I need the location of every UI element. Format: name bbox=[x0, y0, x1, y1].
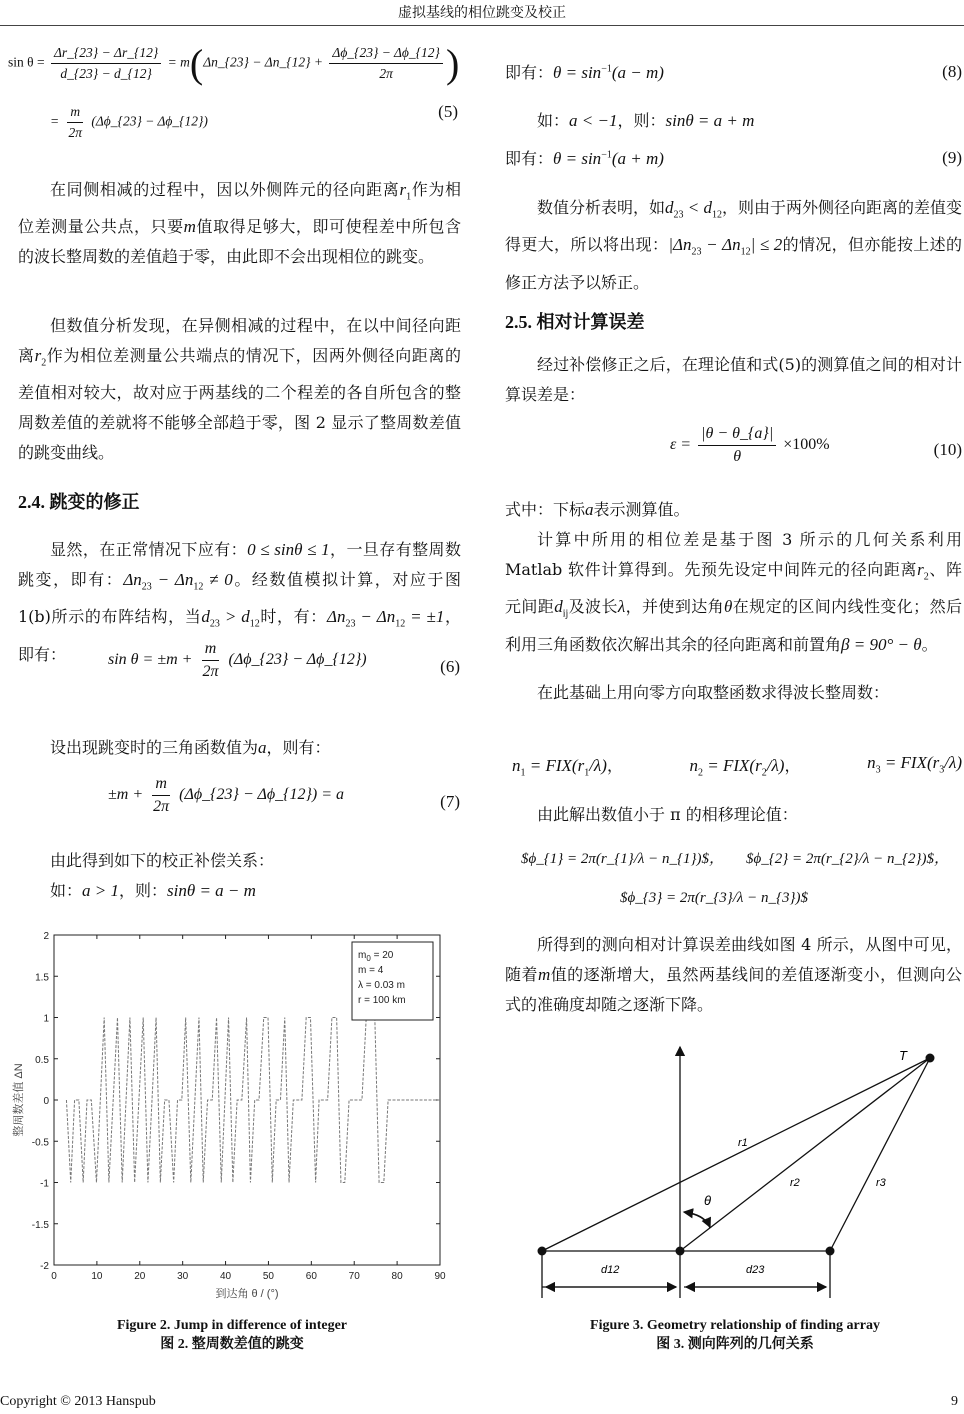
inline-math: sinθ = a + m bbox=[665, 111, 755, 130]
eq7-lhs: ±m + bbox=[108, 786, 144, 804]
inline-math: θ bbox=[724, 597, 733, 617]
y-tick-label: 1 bbox=[43, 1013, 49, 1025]
equation-7 bbox=[18, 775, 460, 835]
paragraph: 计算中所用的相位差是基于图 3 所示的几何关系利用 Matlab 软件计算得到。先预先设定中间阵元的径向距离$r_2$、阵元间距$d_{ij}$及波长λ，并使到达角θ在规定的区间内线性变化；然后利用三角函数依次解出其余的径向距离和前置角β = 90° − θ。 bbox=[505, 530, 962, 654]
x-axis-label: 到达角 θ / (°) bbox=[215, 1288, 279, 1300]
x-tick-label: 10 bbox=[91, 1271, 103, 1282]
theta-arc-back bbox=[690, 1213, 710, 1227]
legend-entry: $m_0 = 20$ bbox=[358, 950, 394, 963]
inline-math: a bbox=[585, 500, 594, 519]
inline-math: a bbox=[258, 738, 267, 757]
eq5-frac1-den: d_{23} − d_{12} bbox=[60, 66, 152, 81]
inline-math: m bbox=[183, 217, 196, 237]
label-d23: d23 bbox=[746, 1264, 765, 1276]
y-tick-label: -0.5 bbox=[31, 1137, 49, 1149]
inline-math: m bbox=[537, 965, 551, 984]
element-1-dot bbox=[538, 1247, 547, 1256]
eq7-number: (7) bbox=[440, 792, 460, 811]
inline-math: $\theta = \sin^{-1}(a + m)$ bbox=[553, 149, 664, 168]
label-r3: r3 bbox=[876, 1177, 886, 1189]
eq5-number: (5) bbox=[438, 102, 458, 121]
x-tick-label: 20 bbox=[134, 1271, 146, 1282]
formula-phi2: $ϕ_{2} = 2π(r_{2}/λ − n_{2})$， bbox=[745, 851, 949, 867]
running-header: 虚拟基线的相位跳变及校正 bbox=[398, 5, 566, 21]
inline-math: $d_{23} > d_{12}$ bbox=[201, 607, 260, 630]
inline-math: λ bbox=[617, 597, 626, 617]
paragraph: 如：a > 1，则：sinθ = a − m bbox=[50, 881, 256, 900]
figure-2-chart bbox=[0, 920, 480, 1310]
label-theta: θ bbox=[704, 1193, 712, 1208]
eq7-den: 2π bbox=[153, 798, 170, 815]
eq10-lhs: ε = bbox=[670, 436, 692, 454]
eq5-lhs: sin θ = bbox=[8, 54, 45, 70]
paragraph: 由此得到如下的校正补偿关系： bbox=[50, 851, 275, 870]
equation-6 bbox=[18, 640, 460, 700]
eq8-text: 即有：$\theta = \sin^{-1}(a - m)$ bbox=[505, 63, 664, 82]
eq5-frac2-num: Δϕ_{23} − Δϕ_{12} bbox=[329, 45, 443, 64]
eq10-den: θ bbox=[733, 448, 742, 465]
inline-math: $|\Delta n_{23} - \Delta n_{12}| \le 2$ bbox=[668, 235, 783, 258]
paragraph: 由此解出数值小于 π 的相移理论值： bbox=[537, 805, 798, 824]
formula-n2: $n_2 = FIX(r_2/\lambda)$， bbox=[689, 756, 801, 779]
legend-entry: m = 4 bbox=[358, 965, 384, 976]
inline-math: $d_{23} < d_{12}$ bbox=[665, 198, 722, 221]
label-T: T bbox=[899, 1048, 907, 1063]
line-r3 bbox=[830, 1058, 930, 1251]
formula-phi3 bbox=[620, 887, 808, 907]
page-number: 9 bbox=[951, 1394, 958, 1409]
header-rule bbox=[0, 25, 964, 26]
y-tick-label: -2 bbox=[40, 1261, 49, 1272]
y-tick-label: -1.5 bbox=[31, 1219, 49, 1231]
x-tick-label: 70 bbox=[348, 1271, 360, 1282]
equation-8 bbox=[505, 60, 962, 83]
y-tick-label: 0 bbox=[43, 1096, 49, 1107]
equation-9 bbox=[505, 146, 962, 169]
paragraph: 设出现跳变时的三角函数值为a，则有： bbox=[50, 738, 331, 757]
eq6-den: 2π bbox=[202, 663, 219, 680]
inline-math: $d_{ij}$ bbox=[554, 597, 569, 620]
paragraph: 经过补偿修正之后，在理论值和式(5)的测算值之间的相对计算误差是： bbox=[505, 355, 962, 404]
paragraph: 在此基础上用向零方向取整函数求得波长整周数： bbox=[537, 683, 890, 702]
figure-3-diagram bbox=[500, 1030, 964, 1305]
x-tick-label: 90 bbox=[434, 1271, 446, 1282]
eq6-rest: (Δϕ_{23} − Δϕ_{12}) bbox=[228, 651, 367, 669]
x-tick-label: 0 bbox=[51, 1271, 57, 1282]
eq6-number: (6) bbox=[440, 657, 460, 676]
y-axis-label: 整周数差值 ΔN bbox=[13, 1063, 25, 1137]
copyright: Copyright © 2013 Hanspub bbox=[0, 1394, 156, 1409]
figure-3-caption-en: Figure 3. Geometry relationship of finding array bbox=[590, 1318, 880, 1333]
y-tick-label: 2 bbox=[43, 931, 49, 942]
formula-n3 bbox=[867, 753, 962, 778]
inline-math: $\Delta n_{23} - \Delta n_{12} \ne 0$ bbox=[123, 570, 233, 593]
label-r1: r1 bbox=[738, 1137, 748, 1149]
eq5-line2: (Δϕ_{23} − Δϕ_{12}) bbox=[91, 113, 208, 129]
inline-math: 0 ≤ sinθ ≤ 1 bbox=[247, 540, 330, 559]
legend-entry: r = 100 km bbox=[358, 995, 406, 1006]
line-r1 bbox=[542, 1058, 930, 1251]
element-2-dot bbox=[676, 1247, 685, 1256]
figure-2-caption-en: Figure 2. Jump in difference of integer bbox=[116, 1318, 348, 1333]
inline-math: β = 90° − θ bbox=[841, 634, 922, 654]
element-3-dot bbox=[826, 1247, 835, 1256]
paragraph: 但数值分析发现，在异侧相减的过程中，在以中间径向距离$r_2$作为相位差测量公共端点的情况下，因两外侧径向距离的差值相对较大，故对应于两基线的二个程差的各自所包含的整周数差值的差就将不能够全部趋于零，图 2 显示了整周数差值的跳变曲线。 bbox=[18, 316, 461, 463]
inline-math: a < −1 bbox=[569, 111, 618, 130]
x-tick-label: 40 bbox=[219, 1271, 232, 1282]
x-tick-label: 50 bbox=[262, 1271, 275, 1282]
eq5-paren: Δn_{23} − Δn_{12} + bbox=[203, 54, 324, 70]
paragraph: 数值分析表明，如$d_{23} < d_{12}$，则由于两外侧径向距离的差值变得更大，所以将出现：$|\Delta n_{23} - \Delta n_{12}| \le 2$的情况，但亦能按上述的修正方法予以矫正。 bbox=[505, 198, 963, 292]
paragraph: 所得到的测向相对计算误差曲线如图 4 所示，从图中可见，随着m值的逐渐增大，虽然两基线间的差值逐渐变小，但测向公式的准确度却随之逐渐下降。 bbox=[505, 935, 962, 1014]
label-r2: r2 bbox=[790, 1177, 800, 1189]
paragraph: 如：a < −1，则：sinθ = a + m bbox=[537, 111, 755, 130]
x-tick-label: 60 bbox=[305, 1271, 317, 1282]
fix-formulas bbox=[512, 753, 962, 778]
eq5-eq: = bbox=[50, 113, 60, 129]
eq9-text: 即有：$\theta = \sin^{-1}(a + m)$ bbox=[505, 149, 664, 168]
inline-math: $\theta = \sin^{-1}(a - m)$ bbox=[553, 63, 664, 82]
line-r2 bbox=[680, 1058, 930, 1251]
eq10-num: |θ − θ_{a}| bbox=[698, 425, 776, 446]
eq8-number: (8) bbox=[942, 62, 962, 81]
x-tick-label: 30 bbox=[177, 1271, 189, 1282]
target-dot bbox=[926, 1054, 935, 1063]
section-heading-2-5: 2.5. 相对计算误差 bbox=[505, 312, 645, 332]
paragraph: 显然，在正常情况下应有：0 ≤ sinθ ≤ 1，一旦存有整周数跳变，即有：$\Delta n_{23} - \Delta n_{12} \ne 0$。经数值模拟计算，对应于图 1(b)所示的布阵结构，当$d_{23} > d_{12}$时，有：$\Delta n_{23} - \Delta n_{12} = \pm 1$，即有： bbox=[18, 540, 461, 664]
series-line-delta-n bbox=[66, 1018, 440, 1183]
equation-5: sin θ = $\frac{\Delta r\_\{23\} - \Delta r\_\{12\}}{d\_\{23\} - d\_\{12\}}$ = m(Δn_{23} − Δn_{12} + $\frac{\Delta\phi\_\{23\} - \Delta\phi\_\{12\}}{2\pi}$ ) = $\frac{m}{2\pi}$ (Δϕ_{23} − Δϕ_{12}) (5) bbox=[8, 41, 460, 140]
legend-entry: λ = 0.03 m bbox=[358, 980, 405, 991]
y-tick-label: 0.5 bbox=[35, 1054, 49, 1066]
eq9-number: (9) bbox=[942, 148, 962, 167]
eq10-rest: ×100% bbox=[783, 436, 830, 454]
eq6-num: m bbox=[202, 640, 220, 661]
eq6-lhs: sin θ = ±m + bbox=[108, 651, 193, 669]
inline-math: $n_2 = FIX(r_2/\lambda)$ bbox=[689, 756, 785, 779]
inline-math: $n_3 = FIX(r_3/\lambda)$ bbox=[867, 753, 962, 776]
eq7-num: m bbox=[152, 775, 170, 796]
x-tick-label: 80 bbox=[391, 1271, 403, 1282]
eq7-rest: (Δϕ_{23} − Δϕ_{12}) = a bbox=[179, 786, 345, 804]
eq10-number: (10) bbox=[933, 440, 962, 459]
formula-phi3-text: $ϕ_{3} = 2π(r_{3}/λ − n_{3})$ bbox=[620, 890, 809, 906]
formula-n1: $n_1 = FIX(r_1/\lambda)$， bbox=[512, 756, 623, 779]
equation-10 bbox=[505, 425, 962, 480]
label-d12: d12 bbox=[601, 1264, 620, 1276]
eq5-frac3-den: 2π bbox=[68, 125, 83, 140]
figure-2-caption-zh: 图 2. 整周数差值的跳变 bbox=[160, 1337, 304, 1352]
inline-math: a > 1 bbox=[82, 881, 119, 900]
formula-phi1: $ϕ_{1} = 2π(r_{1}/λ − n_{1})$， bbox=[520, 851, 724, 867]
y-tick-label: -1 bbox=[40, 1178, 49, 1190]
eq5-mid: = m bbox=[167, 54, 190, 70]
inline-math: $r_1$ bbox=[399, 180, 412, 203]
inline-math: sinθ = a − m bbox=[167, 881, 256, 900]
phi-formulas bbox=[510, 847, 960, 868]
paragraph: 式中：下标a表示测算值。 bbox=[505, 500, 690, 519]
eq5-frac2-den: 2π bbox=[379, 66, 393, 81]
eq5-frac3-num: m bbox=[67, 104, 83, 123]
section-heading-2-4: 2.4. 跳变的修正 bbox=[18, 492, 140, 512]
inline-math: $r_2$ bbox=[34, 346, 47, 369]
paragraph: 在同侧相减的过程中，因以外侧阵元的径向距离$r_1$作为相位差测量公共点，只要m值取得足够大，即可使程差中所包含的波长整周数的差值趋于零，由此即不会出现相位的跳变。 bbox=[18, 180, 461, 267]
y-tick-label: 1.5 bbox=[35, 972, 49, 984]
figure-3-caption-zh: 图 3. 测向阵列的几何关系 bbox=[656, 1337, 814, 1352]
inline-math: $\Delta n_{23} - \Delta n_{12} = \pm 1$ bbox=[326, 607, 445, 630]
eq5-frac1-num: Δr_{23} − Δr_{12} bbox=[51, 45, 161, 64]
inline-math: $n_1 = FIX(r_1/\lambda)$ bbox=[512, 756, 607, 779]
inline-math: $r_2$ bbox=[917, 560, 929, 583]
